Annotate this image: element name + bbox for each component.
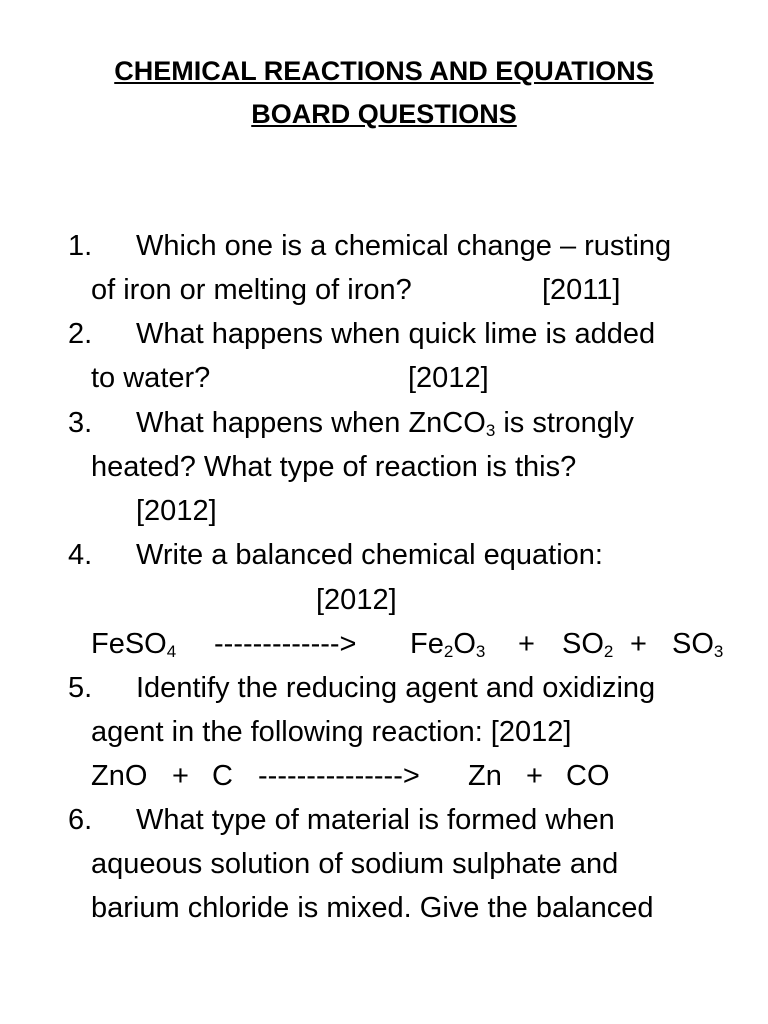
question-1-cont <box>0 276 768 308</box>
question-year: [2011] <box>542 274 621 306</box>
question-6 <box>0 806 768 838</box>
question-text: of iron or melting of iron? <box>91 274 412 306</box>
question-text: barium chloride is mixed. Give the balanced <box>91 892 654 924</box>
question-2 <box>0 320 768 352</box>
chemical-equation <box>0 630 768 664</box>
question-3-year-line <box>0 497 768 529</box>
question-text: What happens when quick lime is added <box>136 318 656 350</box>
question-number: 6. <box>68 804 93 836</box>
question-number: 4. <box>68 539 93 571</box>
question-text: What type of material is formed when <box>136 804 615 836</box>
equation-reactant: FeSO$_4$ <box>91 628 177 661</box>
equation-reactant: ZnO <box>91 760 148 792</box>
question-text: agent in the following reaction: [2012] <box>91 716 572 748</box>
equation-product: Zn <box>468 760 502 792</box>
question-6-cont <box>0 850 768 882</box>
equation-plus: + <box>526 760 543 792</box>
question-text: What happens when ZnCO$_3$ is strongly <box>136 407 634 440</box>
equation-plus: + <box>518 628 535 660</box>
question-text: to water? <box>91 362 211 394</box>
question-text: Which one is a chemical change – rusting <box>136 230 672 262</box>
equation-arrow: -------------> <box>214 628 357 660</box>
question-text: heated? What type of reaction is this? <box>91 451 577 483</box>
chemical-equation <box>0 762 768 794</box>
question-4 <box>0 541 768 573</box>
equation-product: $Fe_2O_3$ <box>410 628 486 661</box>
equation-plus: + <box>630 628 647 660</box>
page-title: CHEMICAL REACTIONS AND EQUATIONS <box>114 56 654 86</box>
question-text: Write a balanced chemical equation: <box>136 539 603 571</box>
question-text: Identify the reducing agent and oxidizing <box>136 672 656 704</box>
equation-reactant: C <box>212 760 233 792</box>
question-year: [2012] <box>316 584 397 616</box>
question-number: 2. <box>68 318 93 350</box>
question-2-cont <box>0 364 768 396</box>
question-6-cont <box>0 894 768 926</box>
question-year: [2012] <box>136 495 217 527</box>
equation-product: $SO_2$ <box>562 628 614 661</box>
equation-arrow: ---------------> <box>258 760 420 792</box>
question-text: aqueous solution of sodium sulphate and <box>91 848 619 880</box>
equation-plus: + <box>172 760 189 792</box>
equation-product: CO <box>566 760 610 792</box>
question-number: 3. <box>68 407 93 439</box>
question-3 <box>0 409 768 441</box>
question-4-year-line <box>0 586 768 618</box>
equation-product: $SO_3$ <box>672 628 724 661</box>
question-1 <box>0 232 768 264</box>
question-number: 5. <box>68 672 93 704</box>
question-year: [2012] <box>408 362 489 394</box>
page-subtitle: BOARD QUESTIONS <box>251 99 517 129</box>
question-5-cont <box>0 718 768 750</box>
question-number: 1. <box>68 230 93 262</box>
question-5 <box>0 674 768 706</box>
question-3-cont <box>0 453 768 485</box>
